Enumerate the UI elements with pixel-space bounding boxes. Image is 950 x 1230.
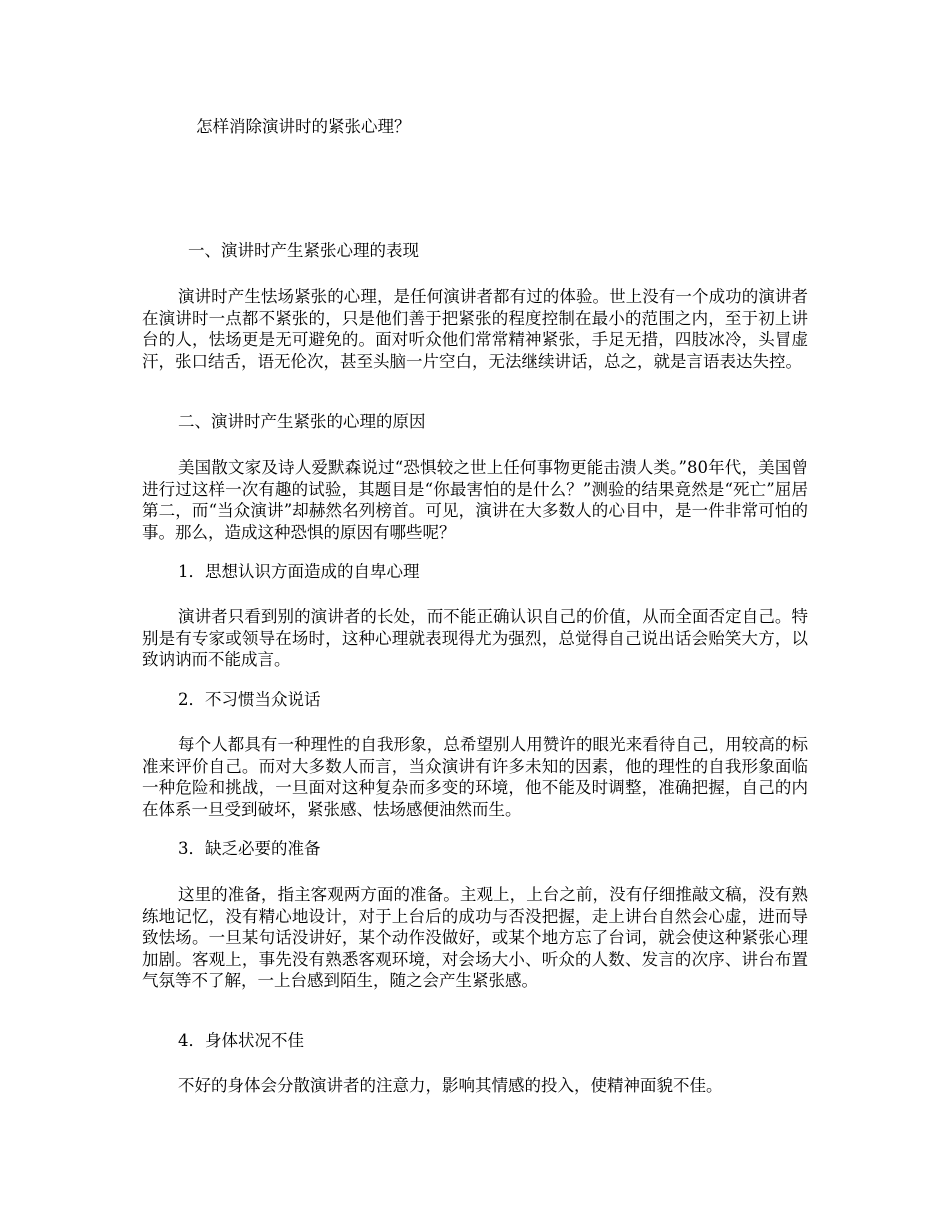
section-paragraph-1: 演讲时产生怯场紧张的心理，是任何演讲者都有过的体验。世上没有一个成功的演讲者在演讲时一点都不紧张的，只是他们善于把紧张的程度控制在最小的范围之内，至于初上讲台的人，怯场更是无可避免的。面对听众他们常常精神紧张，手足无措，四肢冰冷，头冒虚汗，张口结舌，语无伦次，甚至头脑一片空白，无法继续讲话，总之，就是言语表达失控。	[142, 287, 808, 371]
section-heading-2: 二、演讲时产生紧张的心理的原因	[178, 412, 426, 431]
section-paragraph-2: 美国散文家及诗人爱默森说过“恐惧较之世上任何事物更能击溃人类。”80年代，美国曾进行过这样一次有趣的试验，其题目是“你最害怕的是什么？”测验的结果竟然是“死亡”屈居第二，而“当众演讲”却赫然名列榜首。可见，演讲在大多数人的心目中，是一件非常可怕的事。那么，造成这种恐惧的原因有哪些呢？	[142, 458, 808, 542]
section-heading-6: 4．身体状况不佳	[178, 1031, 304, 1050]
section-heading-5: 3．缺乏必要的准备	[178, 839, 321, 858]
section-paragraph-5: 这里的准备，指主客观两方面的准备。主观上，上台之前，没有仔细推敲文稿，没有熟练地记忆，没有精心地设计，对于上台后的成功与否没把握，走上讲台自然会心虚，进而导致怯场。一旦某句话没讲好，某个动作没做好，或某个地方忘了台词，就会使这种紧张心理加剧。客观上，事先没有熟悉客观环境，对会场大小、听众的人数、发言的次序、讲台布置气氛等不了解，一上台感到陌生，随之会产生紧张感。	[142, 885, 808, 991]
document-title: 怎样消除演讲时的紧张心理？	[196, 117, 411, 136]
section-paragraph-3: 演讲者只看到别的演讲者的长处，而不能正确认识自己的价值，从而全面否定自己。特别是有专家或领导在场时，这种心理就表现得尤为强烈，总觉得自己说出话会贻笑大方，以致讷讷而不能成言。	[142, 607, 808, 670]
section-paragraph-6: 不好的身体会分散演讲者的注意力，影响其情感的投入，使精神面貌不佳。	[178, 1076, 723, 1095]
section-paragraph-4: 每个人都具有一种理性的自我形象，总希望别人用赞许的眼光来看待自己，用较高的标准来评价自己。而对大多数人而言，当众演讲有许多未知的因素，他的理性的自我形象面临一种危险和挑战，一旦面对这种复杂而多变的环境，他不能及时调整，准确把握，自己的内在体系一旦受到破坏，紧张感、怯场感便油然而生。	[142, 735, 808, 819]
section-heading-3: 1．思想认识方面造成的自卑心理	[178, 562, 420, 581]
section-heading-4: 2．不习惯当众说话	[178, 690, 321, 709]
section-heading-1: 一、演讲时产生紧张心理的表现	[188, 241, 419, 260]
